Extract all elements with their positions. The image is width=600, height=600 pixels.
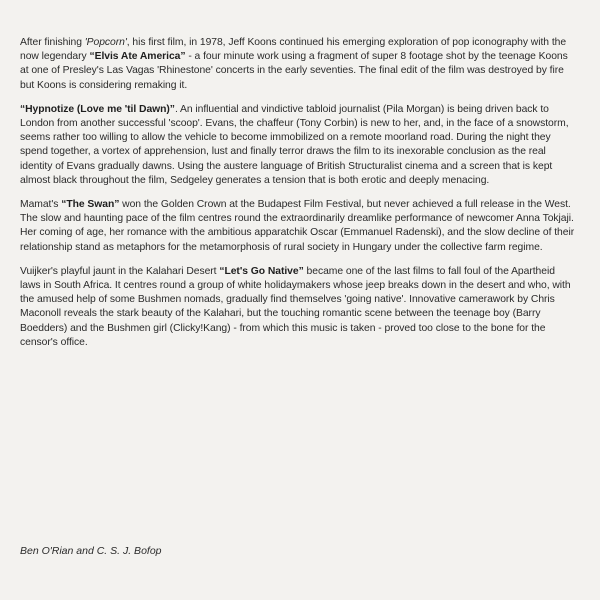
film-title: “Elvis Ate America” xyxy=(89,51,186,63)
text-run: Mamat's xyxy=(20,199,62,211)
paragraph-lets-go-native xyxy=(20,265,576,350)
text-run: After finishing xyxy=(20,37,85,48)
paragraph-elvis-ate-america xyxy=(20,36,576,93)
text-run-italic: 'Popcorn' xyxy=(84,37,127,48)
text-run: won the Golden Crown at the Budapest Film Festival, but never achieved a full release in the West. The slow and haunting pace of the film centres round the extraordinarily dreamlike performance of newcomer Anna Tokjaji. Her coming of age, her romance with the ambitious apparatchik Oscar (Emmanuel Radenski), and the slow decline of their relationship stand as metaphors for the metamorphosis of rural society in Hungary under the collective farm regime. xyxy=(20,199,575,253)
text-run: - a four minute work using a fragment of super 8 footage shot by the teenage Koons at one of Presley's Las Vagas 'Rhinestone' concerts in the early seventies. The final edit of the film was destroyed by fire but Koons is considering remaking it. xyxy=(20,51,568,91)
film-title: “Let's Go Native” xyxy=(219,265,304,277)
text-run: became one of the last films to fall foul of the Apartheid laws in South Africa. It centres round a group of white holidaymakers whose jeep breaks down in the desert and who, with the amused help of some Bushmen nomads, gradually find themselves 'going native'. Innovative camerawork by Chris Maconoll reveals the stark beauty of the Kalahari, but the touching romantic scene between the teenage boy (Barry Boedders) and the Bushmen girl (Clicky!Kang) - from which this music is taken - proved too close to the bone for the censor's office. xyxy=(20,265,571,348)
film-title: “The Swan” xyxy=(61,199,120,211)
text-run: , his first film, in 1978, Jeff Koons continued his emerging exploration of pop iconography with the now legendary xyxy=(20,37,567,63)
paragraph-hypnotize xyxy=(20,103,576,188)
film-title: “Hypnotize (Love me 'til Dawn)” xyxy=(20,103,175,115)
text-run: . An influential and vindictive tabloid journalist (Pila Morgan) is being driven back to London from another successful 'scoop'. Evans, the chaffeur (Tony Corbin) is new to her, and, in the face of a snowstorm, seems rather too willing to allow the vehicle to become immobilized on a remote moorland road. During the night they spend together, a vortex of apprehension, lust and finally terror draws the film to its inexorable conclusion as the real identity of Evans gradually dawns. Using the austere language of British Structuralist cinema and a screen that is kept almost black throughout the film, Sedgeley generates a tension that is both erotic and deeply menacing. xyxy=(20,103,569,186)
author-credits: Ben O'Rian and C. S. J. Bofop xyxy=(20,545,162,557)
text-run: Vuijker's playful jaunt in the Kalahari Desert xyxy=(20,265,220,277)
paragraph-the-swan xyxy=(20,198,576,255)
liner-notes-body xyxy=(20,36,576,360)
